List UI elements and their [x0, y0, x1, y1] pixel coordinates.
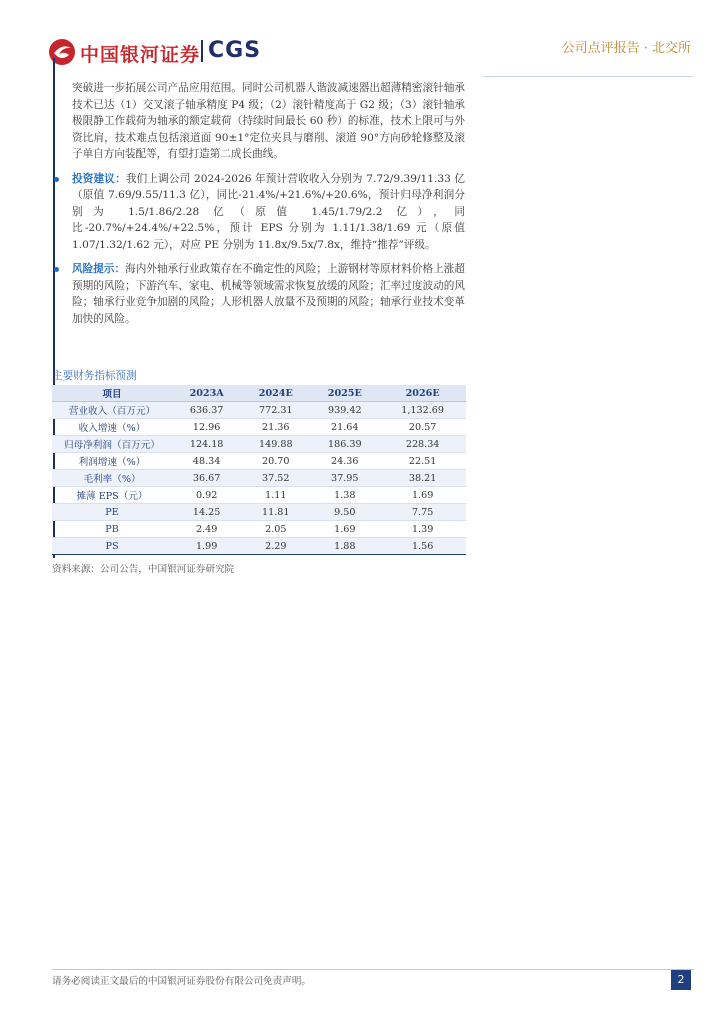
row-label: 归母净利润（百万元） [52, 436, 172, 453]
table-cell: 1,132.69 [379, 402, 466, 419]
main-content [72, 80, 465, 327]
table-cell: 1.69 [379, 487, 466, 504]
table-row [52, 538, 466, 555]
logo-text-cn: 中国银河证券 [80, 44, 201, 66]
table-cell: 22.51 [379, 453, 466, 470]
table-cell: 2.29 [241, 538, 310, 555]
row-label: PE [52, 504, 172, 521]
bullet-heading: 投资建议： [72, 172, 126, 185]
bullet-text: 我们上调公司 2024-2026 年预计营收收入分别为 7.72/9.39/11.33 亿（原值 7.69/9.55/11.3 亿），同比-21.4%/+21.6%/+20.6%，预计归母净利润分别为 1.5/1.86/2.28 亿（原值 1.45/1.79/2.2 亿），同比-20.7%/+24.4%/+22.5%，预计 EPS 分别为 1.11/1.38/1.69 元（原值 1.07/1.32/1.62 元），对应 PE 分别为 11.8x/9.5x/7.8x，维持“推荐”评级。 [72, 172, 465, 251]
table-cell: 1.39 [379, 521, 466, 538]
table-row [52, 504, 466, 521]
financial-forecast-table [52, 385, 466, 555]
row-label: 收入增速（%） [52, 419, 172, 436]
risk-warning [72, 261, 465, 327]
table-cell: 38.21 [379, 470, 466, 487]
header-cell: 2025E [310, 385, 379, 402]
table-cell: 14.25 [172, 504, 241, 521]
bullet-icon [54, 177, 59, 182]
table-row [52, 402, 466, 419]
table-cell: 20.70 [241, 453, 310, 470]
page-header [0, 0, 724, 80]
page-number: 2 [671, 970, 691, 990]
table-cell: 37.95 [310, 470, 379, 487]
row-label: 摊薄 EPS（元） [52, 487, 172, 504]
row-label: PB [52, 521, 172, 538]
table-cell: 21.64 [310, 419, 379, 436]
table-cell: 1.99 [172, 538, 241, 555]
table-cell: 20.57 [379, 419, 466, 436]
table-cell: 1.56 [379, 538, 466, 555]
row-label: 利润增速（%） [52, 453, 172, 470]
table-cell: 939.42 [310, 402, 379, 419]
bullet-heading: 风险提示： [72, 263, 126, 275]
table-cell: 636.37 [172, 402, 241, 419]
table-cell: 21.36 [241, 419, 310, 436]
table-row [52, 470, 466, 487]
table-cell: 48.34 [172, 453, 241, 470]
table-row [52, 521, 466, 538]
table-cell: 228.34 [379, 436, 466, 453]
table-cell: 1.38 [310, 487, 379, 504]
table-cell: 1.11 [241, 487, 310, 504]
investment-advice [72, 171, 465, 254]
table-cell: 772.31 [241, 402, 310, 419]
table-cell: 124.18 [172, 436, 241, 453]
table-row [52, 487, 466, 504]
table-cell: 24.36 [310, 453, 379, 470]
table-cell: 9.50 [310, 504, 379, 521]
table-row [52, 419, 466, 436]
table-cell: 11.81 [241, 504, 310, 521]
table-cell: 186.39 [310, 436, 379, 453]
table-cell: 1.69 [310, 521, 379, 538]
table-row [52, 436, 466, 453]
table-source-note: 资料来源：公司公告，中国银河证券研究院 [52, 564, 235, 575]
table-header-row [52, 385, 466, 402]
row-label: PS [52, 538, 172, 555]
table-cell: 1.88 [310, 538, 379, 555]
table-cell: 149.88 [241, 436, 310, 453]
table-cell: 7.75 [379, 504, 466, 521]
bullet-text: 海内外轴承行业政策存在不确定性的风险；上游钢材等原材料价格上涨超预期的风险；下游汽车、家电、机械等领域需求恢复放缓的风险；汇率过度波动的风险；轴承行业竞争加剧的风险；人形机器人放量不及预期的风险；轴承行业技术变革加快的风险。 [72, 263, 466, 325]
table-cell: 0.92 [172, 487, 241, 504]
table-row [52, 453, 466, 470]
header-cell: 2024E [241, 385, 310, 402]
table-cell: 36.67 [172, 470, 241, 487]
header-cell: 项目 [52, 385, 172, 402]
header-cell: 2026E [379, 385, 466, 402]
bullet-icon [54, 267, 59, 272]
footer-divider [52, 969, 694, 970]
table-title: 主要财务指标预测 [52, 370, 137, 382]
table-cell: 2.05 [241, 521, 310, 538]
report-type-label: 公司点评报告 · 北交所 [561, 41, 691, 56]
row-label: 营业收入（百万元） [52, 402, 172, 419]
header-cell: 2023A [172, 385, 241, 402]
logo-divider [201, 40, 203, 62]
row-label: 毛利率（%） [52, 470, 172, 487]
table-cell: 37.52 [241, 470, 310, 487]
header-divider [483, 76, 693, 77]
table-cell: 12.96 [172, 419, 241, 436]
logo-text-en: CGS [208, 38, 262, 63]
footer-disclaimer: 请务必阅读正文最后的中国银河证券股份有限公司免责声明。 [52, 976, 312, 987]
intro-paragraph: 突破进一步拓展公司产品应用范围。同时公司机器人谐波减速器出超薄精密滚针轴承技术已达（1）交叉滚子轴承精度 P4 级；（2）滚针精度高于 G2 级；（3）滚针轴承极限静工作载荷为轴承的额定载荷（持续时间最长 60 秒）的标准，技术上限可与外资比肩，技术难点包括滚道面 90±1°定位夹具与磨削、滚道 90°方向砂轮修整及滚子单自方向装配等，有望打造第二成长曲线。 [72, 82, 465, 160]
table-cell: 2.49 [172, 521, 241, 538]
